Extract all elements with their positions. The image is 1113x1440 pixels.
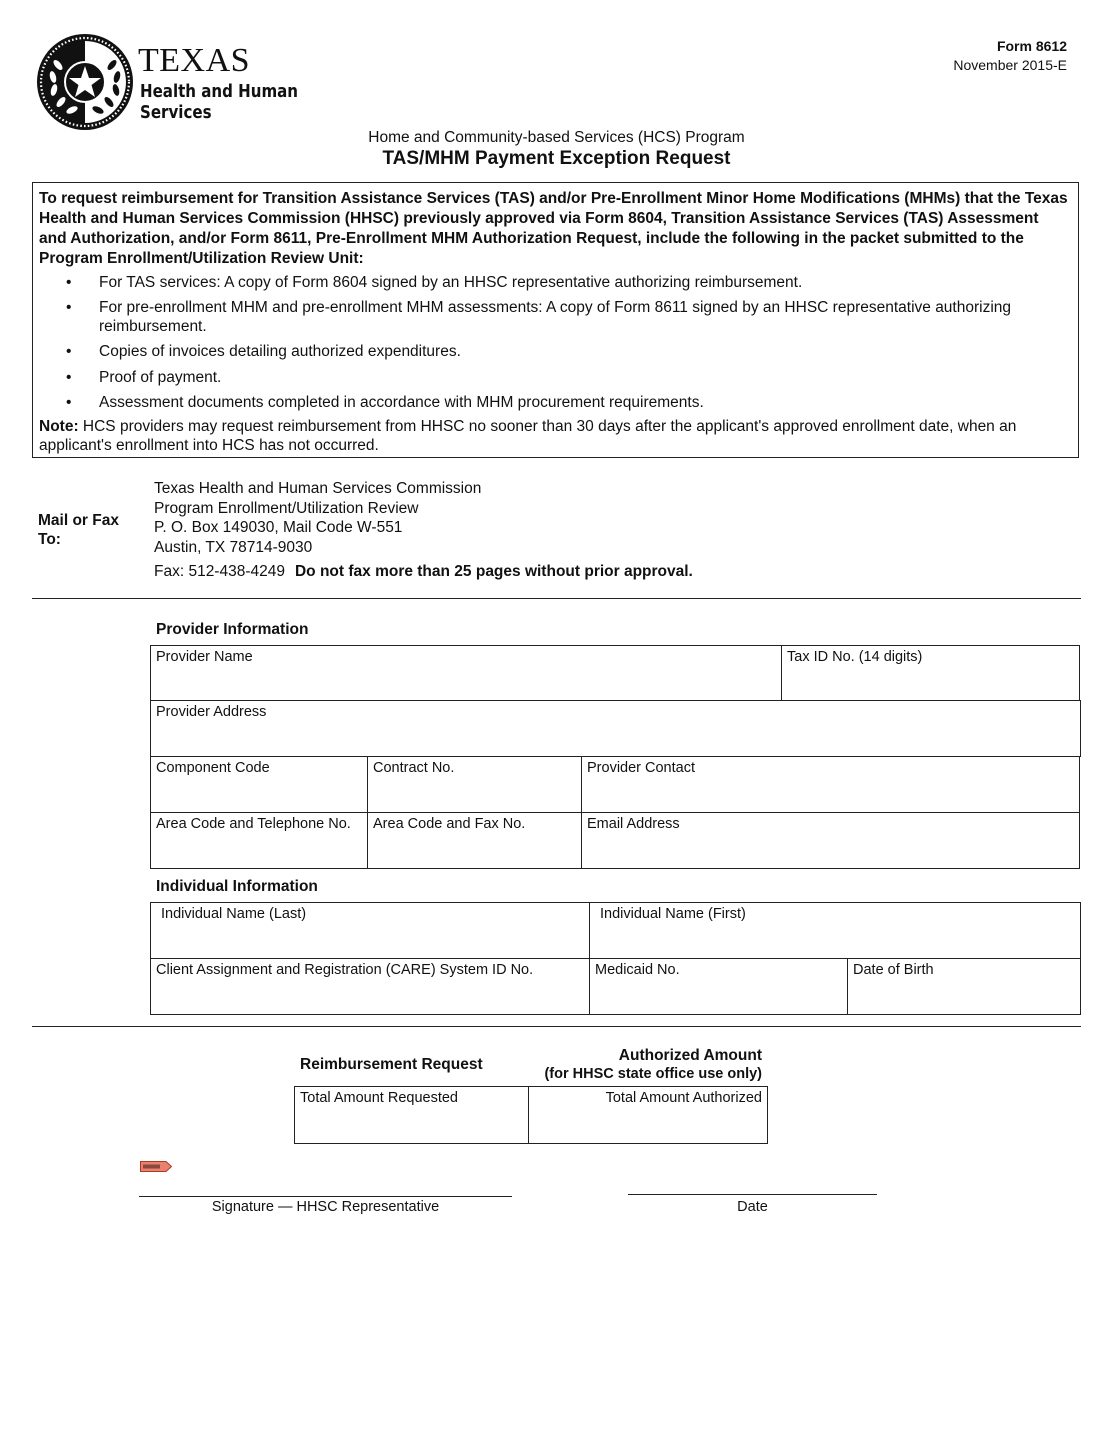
texas-seal-icon [36,33,134,131]
last-name-value[interactable] [161,928,584,946]
tax-id-field[interactable]: Tax ID No. (14 digits) [781,645,1080,701]
logo-line-2: Health and Human [140,82,299,102]
fax-line [154,563,693,581]
note-label: Note: [39,418,79,435]
signature-label: Signature — HHSC Representative [211,1199,440,1215]
signature-line[interactable] [139,1196,512,1197]
address-line: P. O. Box 149030, Mail Code W-551 [154,519,403,536]
provider-contact-value[interactable] [587,782,1074,800]
bullet-icon: • [66,299,72,316]
mailing-address [154,479,481,557]
date-label: Date [737,1199,768,1215]
authorized-amount-subheading: (for HHSC state office use only) [544,1066,762,1082]
last-name-field[interactable]: Individual Name (Last) [150,902,590,959]
provider-name-value[interactable] [156,671,776,689]
component-code-value[interactable] [156,782,362,800]
total-amount-requested-field[interactable]: Total Amount Requested [294,1086,529,1144]
individual-section-heading: Individual Information [156,878,318,895]
first-name-field[interactable]: Individual Name (First) [589,902,1081,959]
email-value[interactable] [587,838,1074,856]
care-id-value[interactable] [156,984,584,1002]
provider-contact-field[interactable]: Provider Contact [581,756,1080,813]
bullet-icon: • [66,343,72,360]
bullet-icon: • [66,274,72,291]
date-of-birth-value[interactable] [853,984,1075,1002]
fax-field[interactable]: Area Code and Fax No. [367,812,582,869]
reimbursement-heading: Reimbursement Request [300,1056,483,1073]
fax-number: Fax: 512-438-4249 [154,563,285,580]
section-divider [32,598,1081,599]
mail-or-fax-label: Mail or Fax To: [38,512,119,548]
logo-texas: TEXAS [138,42,251,79]
medicaid-no-field[interactable]: Medicaid No. [589,958,848,1015]
program-name: Home and Community-based Services (HCS) Program [368,129,745,146]
first-name-value[interactable] [600,928,1075,946]
page-title: TAS/MHM Payment Exception Request [382,148,731,169]
fax-warning: Do not fax more than 25 pages without prior approval. [294,563,693,580]
date-of-birth-field[interactable]: Date of Birth [847,958,1081,1015]
provider-name-field[interactable]: Provider Name [150,645,782,701]
address-line: Austin, TX 78714-9030 [154,538,313,556]
contract-no-field[interactable]: Contract No. [367,756,582,813]
provider-section-heading: Provider Information [156,621,309,638]
provider-address-field[interactable]: Provider Address [150,700,1081,757]
total-amount-requested-value[interactable] [300,1112,523,1130]
logo-agency-name [140,82,298,124]
total-amount-authorized-field[interactable]: Total Amount Authorized [528,1086,768,1144]
total-amount-authorized-value[interactable] [534,1112,762,1130]
email-field[interactable]: Email Address [581,812,1080,869]
section-divider [32,1026,1081,1027]
instructions-box: To request reimbursement for Transition Assistance Services (TAS) and/or Pre-Enrollment Minor Home Modifications (MHMs) that the Texas Health and Human Services Commission (HHSC) previously approved via Form 8604, Transition Assistance Services (TAS) Assessment and Authorization, and/or Form 8611, Pre-Enrollment MHM Authorization Request, include the following in the packet submitted to the Program Enrollment/Utilization Review Unit: • For TAS services: A copy of Form 8604 signed by an HHSC representative authorizing reimbursement. • For pre-enrollment MHM and pre-enrollment MHM assessments: A copy of Form 8611 signed by an HHSC representative authorizing reimbursement. • Copies of invoices detailing authorized expenditures. • Proof of payment. • Assessment documents completed in accordance with MHM procurement requirements. Note: HCS providers may request reimbursement from HHSC no sooner than 30 days after the applicant's approved enrollment date, when an applicant's enrollment into HCS has not occurred. [32,182,1079,458]
tax-id-value[interactable] [787,671,1074,689]
note-text: HCS providers may request reimbursement from HHSC no sooner than 30 days after the applicant's approved enrollment date, when an applicant's enrollment into HCS has not occurred. [39,418,1017,454]
bullet-icon: • [66,369,72,386]
date-line[interactable] [628,1194,877,1195]
instructions-note [39,417,1075,455]
fax-value[interactable] [373,838,576,856]
contract-no-value[interactable] [373,782,576,800]
form-number: Form 8612 [996,38,1067,54]
logo-line-3: Services [140,103,212,123]
address-line: Texas Health and Human Services Commission [154,480,482,497]
instructions-lead: To request reimbursement for Transition Assistance Services (TAS) and/or Pre-Enrollment Minor Home Modifications (MHMs) that the Texas Health and Human Services Commission (HHSC) previously approved via Form 8604, Transition Assistance Services (TAS) Assessment and Authorization, and/or Form 8611, Pre-Enrollment MHM Authorization Request, include the following in the packet submitted to the Program Enrollment/Utilization Review Unit: [39,190,1068,267]
address-line: Program Enrollment/Utilization Review [154,499,419,517]
telephone-value[interactable] [156,838,362,856]
provider-address-value[interactable] [156,726,1075,744]
component-code-field[interactable]: Component Code [150,756,368,813]
form-revision: November 2015-E [953,57,1067,73]
care-id-field[interactable]: Client Assignment and Registration (CARE) System ID No. [150,958,590,1015]
medicaid-no-value[interactable] [595,984,842,1002]
telephone-field[interactable]: Area Code and Telephone No. [150,812,368,869]
authorized-amount-heading: Authorized Amount [618,1047,762,1064]
sign-here-tag-icon[interactable] [140,1159,172,1170]
bullet-icon: • [66,394,72,411]
